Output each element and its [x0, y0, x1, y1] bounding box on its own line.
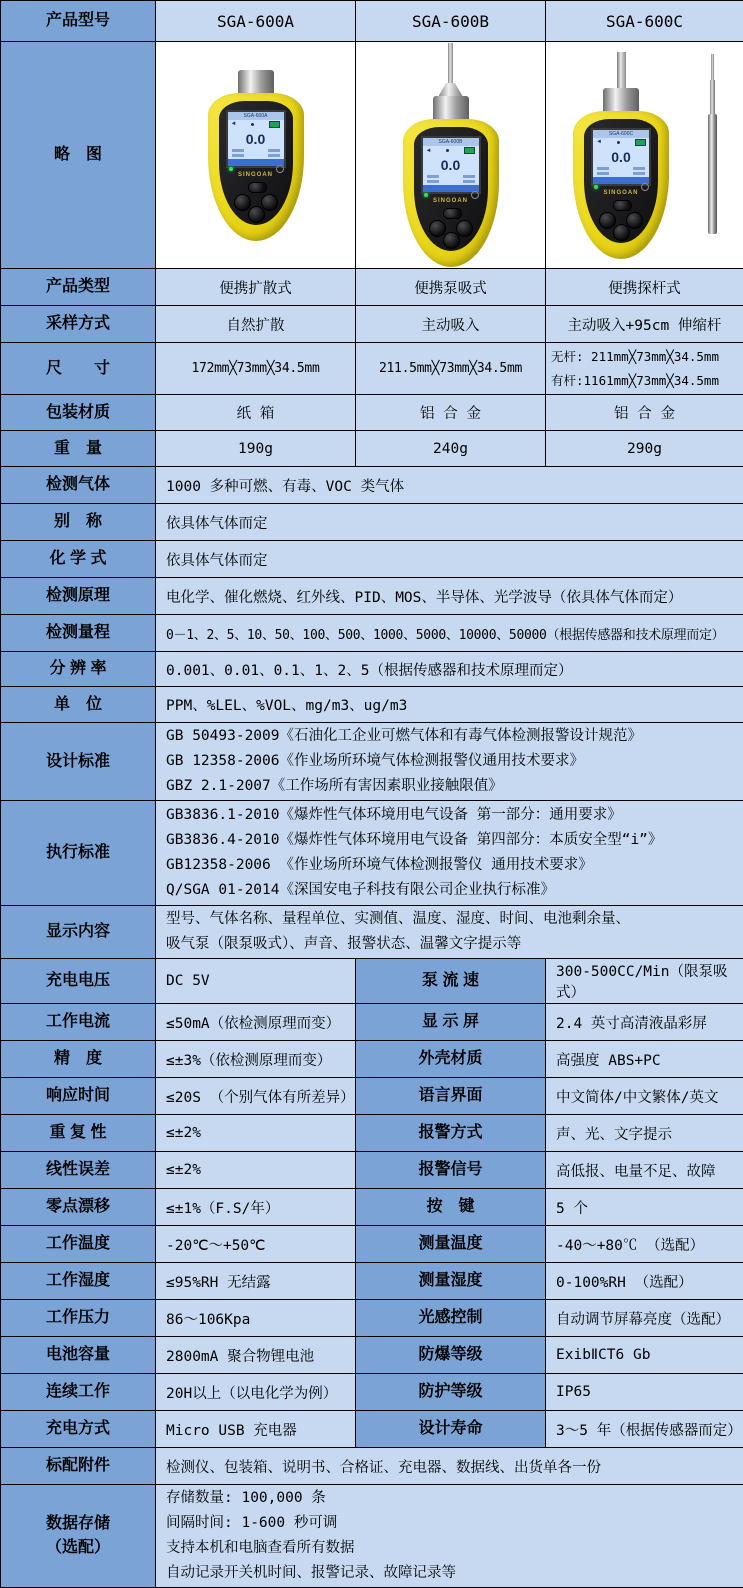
size-line: 有杆:1161mm╳73mm╳34.5mm: [551, 369, 739, 393]
cell-value: 主动吸入: [356, 306, 546, 343]
row-label: 别 称: [1, 504, 156, 541]
table-row: [1, 395, 743, 431]
table-row: [1, 541, 743, 578]
cell-value: [546, 343, 743, 395]
cell-value: ≤±2%: [156, 1115, 356, 1152]
cell-value: 便携泵吸式: [356, 269, 546, 306]
cell-value: 2800mA 聚合物锂电池: [156, 1337, 356, 1374]
standard-line: GB3836.4-2010《爆炸性气体环境用电气设备 第四部分：本质安全型“i”》: [166, 828, 739, 853]
row-label: 连续工作: [1, 1374, 156, 1411]
cell-value: 300-500CC/Min（限泵吸式）: [546, 959, 743, 1004]
standard-line: Q/SGA 01-2014《深国安电子科技有限公司企业执行标准》: [166, 878, 739, 903]
battery-icon: [269, 121, 280, 128]
cell-value: 20H以上（以电化学为例）: [156, 1374, 356, 1411]
enter-button: [443, 232, 460, 249]
cell-value: 高强度 ABS+PC: [546, 1041, 743, 1078]
cell-value: 高低报、电量不足、故障: [546, 1152, 743, 1189]
sensor-cap: [603, 88, 639, 113]
sensor-cap: [238, 70, 274, 95]
cell-value: 自然扩散: [156, 306, 356, 343]
gas-detector-c: [569, 52, 673, 259]
table-row: [1, 801, 743, 906]
speaker-icon: ◄: [231, 121, 237, 127]
table-row: [1, 431, 743, 467]
sensor-cap: [433, 96, 469, 121]
cell-value: [156, 801, 743, 906]
row-label: 检测原理: [1, 578, 156, 615]
menu-button: [613, 200, 632, 211]
screen-time-bar: [593, 177, 649, 184]
row-label: 精 度: [1, 1041, 156, 1078]
keypad: [427, 208, 475, 250]
table-row: [1, 578, 743, 615]
cell-value: 86～106Kpa: [156, 1300, 356, 1337]
cell-value: 便携扩散式: [156, 269, 356, 306]
table-row: [1, 615, 743, 652]
fan-icon: [445, 148, 450, 153]
row-label: 显 示 屏: [356, 1004, 546, 1041]
storage-line: 自动记录开关机时间、报警记录、故障记录等: [166, 1561, 739, 1586]
table-row: [1, 467, 743, 504]
cell-value: ≤±3%（依检测原理而变）: [156, 1041, 356, 1078]
lcd-screen: [421, 136, 481, 194]
table-row: [1, 1337, 743, 1374]
screen-time-bar: [423, 185, 479, 192]
reading-value: 0.0: [593, 147, 649, 167]
row-label: 执行标准: [1, 801, 156, 906]
row-label: 测量温度: [356, 1226, 546, 1263]
row-label: 泵 流 速: [356, 959, 546, 1004]
row-label: 按 键: [356, 1189, 546, 1226]
row-label: 产品类型: [1, 269, 156, 306]
table-row: [1, 1041, 743, 1078]
standard-line: GBZ 2.1-2007《工作场所有害因素职业接触限值》: [166, 774, 739, 799]
cell-value: [156, 1485, 743, 1588]
led-indicator: [229, 167, 233, 171]
brand-label: SINGOAN: [414, 198, 488, 204]
cell-value: 3～5 年（根据传感器而定）: [546, 1411, 743, 1448]
table-row: [1, 1, 743, 42]
cell-value: [156, 723, 743, 801]
row-label: 工作压力: [1, 1300, 156, 1337]
table-row: [1, 906, 743, 959]
row-label: 工作湿度: [1, 1263, 156, 1300]
table-row: [1, 1374, 743, 1411]
standard-line: GB12358-2006 《作业场所环境气体检测报警仪 通用技术要求》: [166, 853, 739, 878]
left-button: [234, 194, 251, 211]
screen-info-row: [228, 154, 284, 157]
fan-icon: [250, 122, 255, 127]
screen-model-text: SGA-600C: [593, 130, 649, 138]
standard-line: GB 12358-2006《作业场所环境气体检测报警仪通用技术要求》: [166, 749, 739, 774]
detector-body: [208, 93, 304, 241]
row-label: 设计标准: [1, 723, 156, 801]
battery-icon: [635, 139, 646, 146]
cell-value: ≤50mA（依检测原理而变）: [156, 1004, 356, 1041]
cell-value: 自动调节屏幕亮度（选配）: [546, 1300, 743, 1337]
table-row: [1, 1226, 743, 1263]
row-label: 报警信号: [356, 1152, 546, 1189]
reading-value: 0.0: [423, 155, 479, 175]
cell-value: 纸 箱: [156, 395, 356, 431]
detector-body: [403, 119, 499, 267]
cell-value: 211.5mm╳73mm╳34.5mm: [356, 343, 546, 395]
table-row: [1, 1152, 743, 1189]
row-label: 检测气体: [1, 467, 156, 504]
row-label: 外壳材质: [356, 1041, 546, 1078]
table-row: [1, 723, 743, 801]
table-row: [1, 959, 743, 1004]
row-label: 响应时间: [1, 1078, 156, 1115]
probe-cone: [439, 83, 463, 96]
speaker-icon: ◄: [426, 148, 432, 154]
cell-value: 0.001、0.01、0.1、1、2、5（根据传感器和技术原理而定）: [156, 652, 743, 687]
gas-detector-a: [204, 70, 308, 241]
brand-label: SINGOAN: [584, 190, 658, 196]
table-row: [1, 1411, 743, 1448]
size-line: 无杆: 211mm╳73mm╳34.5mm: [551, 345, 739, 369]
fan-icon: [616, 140, 621, 145]
cell-value: 声、光、文字提示: [546, 1115, 743, 1152]
cell-value: 5 个: [546, 1189, 743, 1226]
cell-value: 铝 合 金: [546, 395, 743, 431]
model-c-cell: SGA-600C: [546, 1, 743, 42]
cell-value: 检测仪、包装箱、说明书、合格证、充电器、数据线、出货单各一份: [156, 1448, 743, 1485]
keypad: [232, 182, 280, 224]
cell-value: PPM、%LEL、%VOL、mg/m3、ug/m3: [156, 687, 743, 723]
standard-line: GB 50493-2009《石油化工企业可燃气体和有毒气体检测报警设计规范》: [166, 724, 739, 749]
table-row: [1, 652, 743, 687]
cell-value: 2.4 英寸高清液晶彩屏: [546, 1004, 743, 1041]
lcd-screen: [226, 110, 286, 168]
row-label: 尺 寸: [1, 343, 156, 395]
standard-line: GB3836.1-2010《爆炸性气体环境用电气设备 第一部分：通用要求》: [166, 803, 739, 828]
keypad: [597, 200, 645, 242]
cell-value: 190g: [156, 431, 356, 467]
speaker-icon: ◄: [596, 139, 602, 145]
row-label: 充电电压: [1, 959, 156, 1004]
screen-info-row: [593, 172, 649, 175]
cell-value: 中文简体/中文繁体/英文: [546, 1078, 743, 1115]
probe-stub: [617, 52, 626, 88]
cell-value: IP65: [546, 1374, 743, 1411]
power-icon: [471, 191, 479, 199]
status-icon-row: [593, 138, 649, 147]
cell-value: DC 5V: [156, 959, 356, 1004]
table-row: [1, 1485, 743, 1588]
row-label: 检测量程: [1, 615, 156, 652]
row-label: 包装材质: [1, 395, 156, 431]
menu-button: [443, 208, 462, 219]
row-label: 重 复 性: [1, 1115, 156, 1152]
row-label: 充电方式: [1, 1411, 156, 1448]
battery-icon: [464, 147, 475, 154]
right-button: [626, 212, 643, 229]
power-icon: [276, 165, 284, 173]
screen-model-text: SGA-600A: [228, 112, 284, 120]
cell-value: 铝 合 金: [356, 395, 546, 431]
cell-value: [156, 906, 743, 959]
row-label: 化 学 式: [1, 541, 156, 578]
cell-value: -40～+80℃ （选配）: [546, 1226, 743, 1263]
storage-label-line: 数据存储: [2, 1512, 154, 1536]
status-icon-row: [423, 146, 479, 155]
storage-line: 支持本机和电脑查看所有数据: [166, 1536, 739, 1561]
row-label: 光感控制: [356, 1300, 546, 1337]
table-row: [1, 306, 743, 343]
screen-time-bar: [228, 159, 284, 166]
table-row: [1, 343, 743, 395]
cell-value: 电化学、催化燃烧、红外线、PID、MOS、半导体、光学波导（依具体气体而定）: [156, 578, 743, 615]
product-image-c: [546, 42, 743, 269]
row-label: 零点漂移: [1, 1189, 156, 1226]
front-panel: [219, 101, 293, 225]
lcd-screen: [591, 128, 651, 186]
row-label: 测量湿度: [356, 1263, 546, 1300]
table-row: [1, 1263, 743, 1300]
row-label: 分 辨 率: [1, 652, 156, 687]
row-label: 防爆等级: [356, 1337, 546, 1374]
enter-button: [248, 206, 265, 223]
left-button: [429, 220, 446, 237]
cell-value: 290g: [546, 431, 743, 467]
row-label: 语言界面: [356, 1078, 546, 1115]
row-label: 设计寿命: [356, 1411, 546, 1448]
screen-info-row: [593, 167, 649, 170]
row-label-model: 产品型号: [1, 1, 156, 42]
screen-info-row: [228, 149, 284, 152]
cell-value: 依具体气体而定: [156, 541, 743, 578]
right-button: [261, 194, 278, 211]
row-label: 防护等级: [356, 1374, 546, 1411]
cell-value: ≤20S （个别气体有所差异）: [156, 1078, 356, 1115]
row-label-sketch: 略 图: [1, 42, 156, 269]
table-row: [1, 42, 743, 269]
enter-button: [613, 224, 630, 241]
row-label: 电池容量: [1, 1337, 156, 1374]
cell-value: 0－1、2、5、10、50、100、500、1000、5000、10000、50000（根据传感器和技术原理而定）: [156, 615, 743, 652]
display-line: 吸气泵（限泵吸式）、声音、报警状态、温馨文字提示等: [166, 932, 739, 957]
table-row: [1, 687, 743, 723]
row-label: [1, 1485, 156, 1588]
power-icon: [641, 183, 649, 191]
cell-value: 240g: [356, 431, 546, 467]
storage-label-line: （选配）: [2, 1536, 154, 1560]
cell-value: ExibⅡCT6 Gb: [546, 1337, 743, 1374]
cell-value: ≤±2%: [156, 1152, 356, 1189]
row-label: 报警方式: [356, 1115, 546, 1152]
product-image-b: [356, 42, 546, 269]
status-icon-row: [228, 120, 284, 129]
led-indicator: [594, 185, 598, 189]
detector-body: [573, 111, 669, 259]
cell-value: 依具体气体而定: [156, 504, 743, 541]
screen-info-row: [423, 180, 479, 183]
row-label: 标配附件: [1, 1448, 156, 1485]
display-line: 型号、气体名称、量程单位、实测值、温度、湿度、时间、电池剩余量、: [166, 907, 739, 932]
table-row: [1, 1189, 743, 1226]
table-row: [1, 1300, 743, 1337]
front-panel: [584, 119, 658, 243]
cell-value: -20℃～+50℃: [156, 1226, 356, 1263]
product-image-a: [156, 42, 356, 269]
model-a-cell: SGA-600A: [156, 1, 356, 42]
model-b-cell: SGA-600B: [356, 1, 546, 42]
cell-value: 便携探杆式: [546, 269, 743, 306]
cell-value: Micro USB 充电器: [156, 1411, 356, 1448]
cell-value: ≤95%RH 无结露: [156, 1263, 356, 1300]
table-row: [1, 1115, 743, 1152]
brand-label: SINGOAN: [219, 172, 293, 178]
table-row: [1, 504, 743, 541]
cell-value: 0-100%RH （选配）: [546, 1263, 743, 1300]
storage-line: 存储数量: 100,000 条: [166, 1486, 739, 1511]
row-label: 采样方式: [1, 306, 156, 343]
table-row: [1, 1448, 743, 1485]
row-label: 显示内容: [1, 906, 156, 959]
cell-value: ≤±1%（F.S/年）: [156, 1189, 356, 1226]
menu-button: [248, 182, 267, 193]
telescopic-rod: [708, 54, 717, 234]
row-label: 单 位: [1, 687, 156, 723]
storage-line: 间隔时间: 1-600 秒可调: [166, 1511, 739, 1536]
table-row: [1, 1004, 743, 1041]
row-label: 重 量: [1, 431, 156, 467]
cell-value: 1000 多种可燃、有毒、VOC 类气体: [156, 467, 743, 504]
row-label: 线性误差: [1, 1152, 156, 1189]
row-label: 工作温度: [1, 1226, 156, 1263]
cell-value: 主动吸入+95cm 伸缩杆: [546, 306, 743, 343]
front-panel: [414, 127, 488, 251]
row-label: 工作电流: [1, 1004, 156, 1041]
cell-value: 172mm╳73mm╳34.5mm: [156, 343, 356, 395]
pump-probe: [448, 43, 453, 83]
led-indicator: [424, 193, 428, 197]
screen-model-text: SGA-600B: [423, 138, 479, 146]
left-button: [599, 212, 616, 229]
table-row: [1, 269, 743, 306]
gas-detector-b: [399, 43, 503, 267]
table-row: [1, 1078, 743, 1115]
screen-info-row: [423, 175, 479, 178]
reading-value: 0.0: [228, 129, 284, 149]
